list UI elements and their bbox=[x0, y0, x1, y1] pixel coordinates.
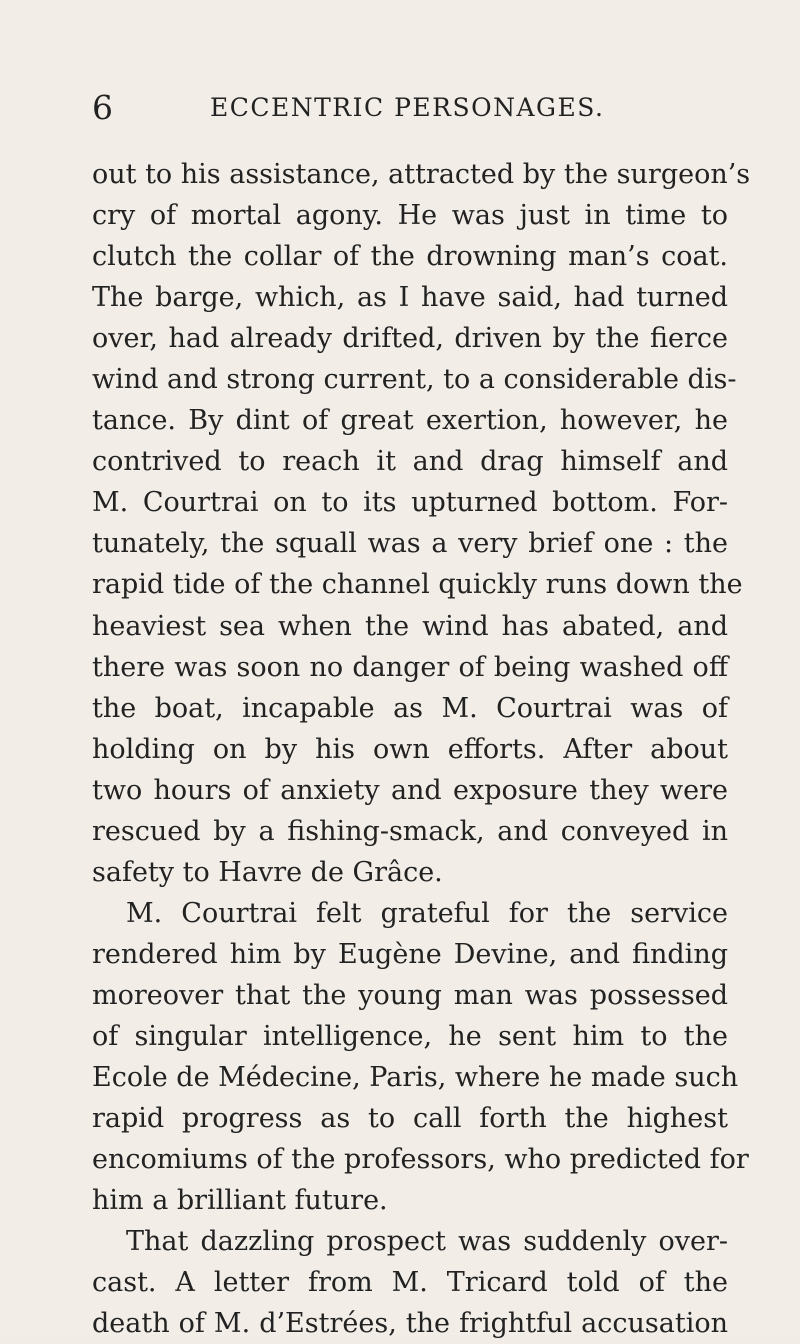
text-line: over, had already drifted, driven by the fierce bbox=[92, 323, 728, 355]
text-line: That dazzling prospect was suddenly over- bbox=[126, 1226, 728, 1258]
text-line: Ecole de Médecine, Paris, where he made such bbox=[92, 1062, 739, 1094]
text-line: tance. By dint of great exertion, however, he bbox=[92, 405, 728, 437]
body-text bbox=[92, 154, 751, 1344]
text-line: of singular intelligence, he sent him to the bbox=[92, 1020, 728, 1052]
text-line: holding on by his own efforts. After about bbox=[92, 733, 728, 765]
text-line: M. Courtrai felt grateful for the service bbox=[126, 897, 728, 929]
text-line: contrived to reach it and drag himself and bbox=[92, 446, 728, 478]
page-header bbox=[92, 90, 732, 130]
text-line: two hours of anxiety and exposure they were bbox=[92, 774, 728, 806]
text-line: heaviest sea when the wind has abated, and bbox=[92, 610, 728, 642]
text-line: rendered him by Eugène Devine, and finding bbox=[92, 938, 728, 970]
text-line: encomiums of the professors, who predicted for bbox=[92, 1144, 749, 1176]
text-line: rescued by a fishing-smack, and conveyed in bbox=[92, 815, 728, 847]
running-head: ECCENTRIC PERSONAGES. bbox=[210, 93, 605, 122]
text-line: wind and strong current, to a considerable dis- bbox=[92, 364, 737, 396]
text-line: clutch the collar of the drowning man’s coat. bbox=[92, 241, 728, 273]
text-line: there was soon no danger of being washed off bbox=[92, 651, 728, 683]
text-line: rapid progress as to call forth the highest bbox=[92, 1103, 728, 1135]
text-line: The barge, which, as I have said, had turned bbox=[92, 282, 728, 314]
text-line: the boat, incapable as M. Courtrai was of bbox=[92, 692, 728, 724]
text-line: cry of mortal agony. He was just in time to bbox=[92, 200, 728, 232]
text-line: him a brilliant future. bbox=[92, 1185, 388, 1217]
text-line: cast. A letter from M. Tricard told of the bbox=[92, 1267, 728, 1299]
text-line: M. Courtrai on to its upturned bottom. For- bbox=[92, 487, 728, 519]
text-line: death of M. d’Estrées, the frightful accusation bbox=[92, 1308, 728, 1340]
page-number: 6 bbox=[92, 88, 113, 127]
text-line: moreover that the young man was possessed bbox=[92, 979, 728, 1011]
text-line: tunately, the squall was a very brief one : the bbox=[92, 528, 728, 560]
text-line: rapid tide of the channel quickly runs down the bbox=[92, 569, 743, 601]
text-line: safety to Havre de Grâce. bbox=[92, 856, 443, 888]
text-line: out to his assistance, attracted by the surgeon’s bbox=[92, 159, 751, 190]
